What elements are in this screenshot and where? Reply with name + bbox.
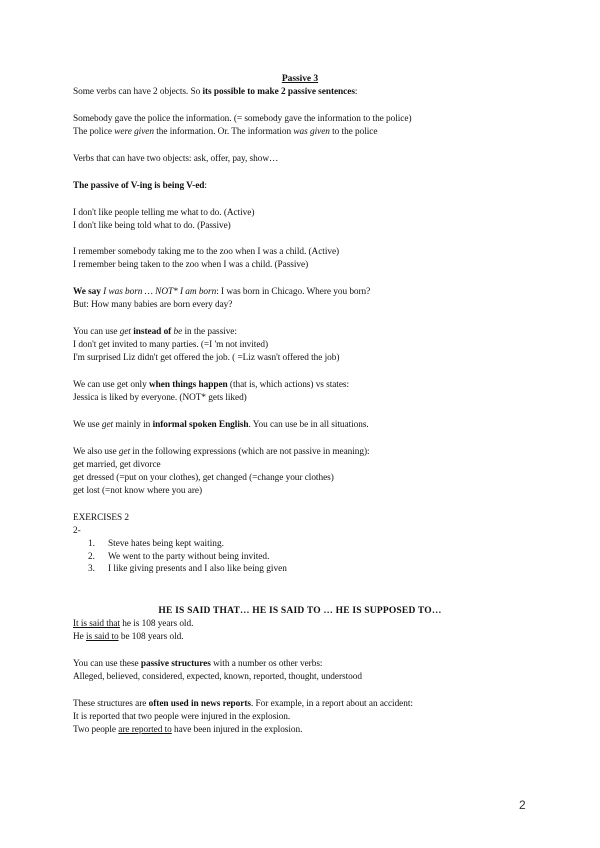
said-example-1: It is said that he is 108 years old. bbox=[73, 619, 194, 629]
ving-example-3: I remember somebody taking me to the zoo when I was a child. (Active) bbox=[73, 247, 340, 257]
news-reports-intro: These structures are often used in news reports. For example, in a report about an accident: bbox=[73, 699, 413, 709]
get-states-example: Jessica is liked by everyone. (NOT* gets liked) bbox=[73, 393, 247, 403]
ving-example-1: I don't like people telling me what to do. (Active) bbox=[73, 208, 255, 218]
passive-structures-intro: You can use these passive structures with a number os other verbs: bbox=[73, 659, 323, 669]
passive-structures-verbs: Alleged, believed, considered, expected, known, reported, thought, understood bbox=[73, 672, 362, 682]
said-example-2: He is said to be 108 years old. bbox=[73, 632, 184, 642]
get-actions-line: We can use get only when things happen (that is, which actions) vs states: bbox=[73, 380, 350, 390]
get-example-2: I'm surprised Liz didn't get offered the job. ( =Liz wasn't offered the job) bbox=[73, 353, 340, 363]
get-example-1: I don't get invited to many parties. (=I 'm not invited) bbox=[73, 340, 269, 350]
exercise-number: 2- bbox=[73, 526, 81, 536]
get-expression-2: get dressed (=put on your clothes), get changed (=change your clothes) bbox=[73, 473, 334, 483]
example-active: Somebody gave the police the information. (= somebody gave the information to the police) bbox=[73, 114, 412, 124]
get-expression-1: get married, get divorce bbox=[73, 460, 161, 470]
said-heading: HE IS SAID THAT… HE IS SAID TO … HE IS SUPPOSED TO… bbox=[158, 606, 442, 616]
get-informal-line: We use get mainly in informal spoken English. You can use be in all situations. bbox=[73, 420, 369, 430]
news-example-1: It is reported that two people were injured in the explosion. bbox=[73, 712, 291, 722]
get-expressions-intro: We also use get in the following expressions (which are not passive in meaning): bbox=[73, 447, 370, 457]
list-item: 2. We went to the party without being invited. bbox=[88, 551, 270, 562]
news-example-2: Two people are reported to have been injured in the explosion. bbox=[73, 725, 303, 735]
ving-example-4: I remember being taken to the zoo when I was a child. (Passive) bbox=[73, 260, 309, 270]
get-expression-3: get lost (=not know where you are) bbox=[73, 486, 203, 496]
two-objects-verbs: Verbs that can have two objects: ask, offer, pay, show… bbox=[73, 154, 279, 164]
page-title: Passive 3 bbox=[281, 74, 319, 84]
ving-heading: The passive of V-ing is being V-ed: bbox=[73, 181, 207, 191]
list-item: 3. I like giving presents and I also like being given bbox=[88, 564, 287, 575]
exercise-list bbox=[88, 538, 287, 576]
intro-line: Some verbs can have 2 objects. So its possible to make 2 passive sentences: bbox=[73, 87, 358, 97]
example-passive: The police were given the information. Or. The information was given to the police bbox=[73, 127, 378, 137]
get-intro: You can use get instead of be in the passive: bbox=[73, 327, 237, 337]
page-number: 2 bbox=[519, 798, 526, 812]
born-line-1: We say I was born … NOT* I am born: I was born in Chicago. Where you born? bbox=[73, 287, 371, 297]
born-line-2: But: How many babies are born every day? bbox=[73, 300, 233, 310]
ving-example-2: I don't like being told what to do. (Passive) bbox=[73, 221, 231, 231]
exercises-heading: EXERCISES 2 bbox=[73, 513, 130, 523]
list-item: 1. Steve hates being kept waiting. bbox=[88, 539, 224, 549]
